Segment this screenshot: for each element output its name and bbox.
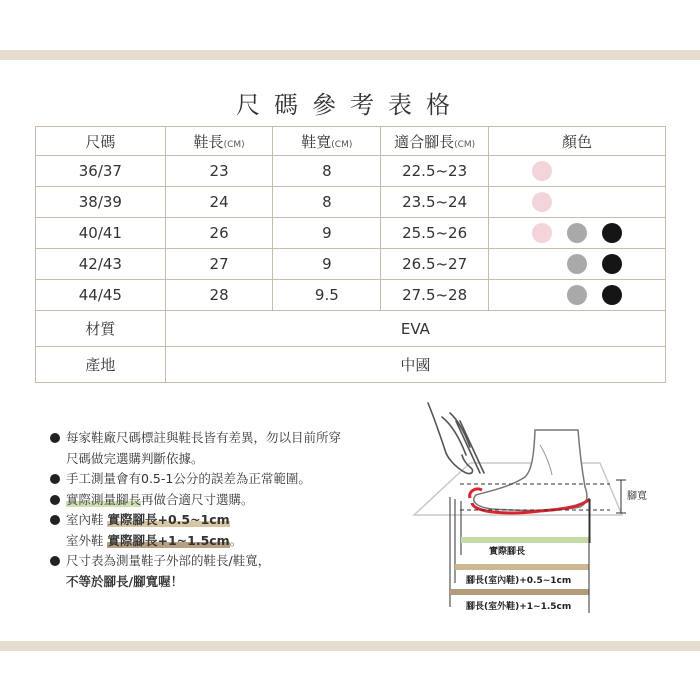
bullet-icon (50, 474, 60, 484)
origin-value: 中國 (165, 347, 665, 383)
bar-label-outdoor: 腳長(室外鞋)+1~1.5cm (466, 602, 572, 612)
note-item: 實際測量腳長再做合適尺寸選購。 (50, 490, 420, 511)
cell-colors (489, 280, 666, 311)
bar-actual-length (461, 537, 589, 543)
cell-size: 36/37 (36, 156, 166, 187)
bottom-band (0, 641, 700, 651)
black-swatch (602, 285, 622, 305)
header-length: 鞋長(CM) (165, 127, 273, 156)
bar-indoor-length (455, 564, 589, 570)
material-value: EVA (165, 311, 665, 347)
pink-swatch (532, 192, 552, 212)
bullet-icon (50, 515, 60, 525)
header-color: 顏色 (489, 127, 666, 156)
cell-width: 9 (273, 249, 381, 280)
cell-width: 8 (273, 187, 381, 218)
cell-length: 23 (165, 156, 273, 187)
cell-size: 38/39 (36, 187, 166, 218)
cell-foot: 22.5~23 (381, 156, 489, 187)
cell-length: 26 (165, 218, 273, 249)
note-item: 室外鞋 實際腳長+1~1.5cm。 (66, 532, 243, 548)
foot-icon (474, 430, 587, 510)
cell-width: 9 (273, 218, 381, 249)
cell-size: 44/45 (36, 280, 166, 311)
hand-icon (428, 403, 484, 474)
table-row (36, 249, 666, 280)
foot-measure-diagram (400, 395, 690, 630)
bullet-icon (50, 495, 60, 505)
header-foot-length: 適合腳長(CM) (381, 127, 489, 156)
bar-outdoor-length (450, 589, 589, 595)
bullet-icon (50, 433, 60, 443)
note-item: 尺寸表為測量鞋子外部的鞋長/鞋寬， 不等於腳長/腳寬喔！ (50, 551, 420, 592)
bar-label-actual: 實際腳長 (489, 547, 526, 557)
cell-foot: 26.5~27 (381, 249, 489, 280)
gray-swatch (567, 285, 587, 305)
cell-colors (489, 187, 666, 218)
note-item: 室內鞋 實際腳長+0.5~1cm (50, 510, 420, 531)
origin-label: 產地 (36, 347, 166, 383)
cell-foot: 23.5~24 (381, 187, 489, 218)
table-row (36, 187, 666, 218)
table-header-row (36, 127, 666, 156)
black-swatch (602, 254, 622, 274)
header-width: 鞋寬(CM) (273, 127, 381, 156)
cell-size: 42/43 (36, 249, 166, 280)
header-size: 尺碼 (36, 127, 166, 156)
table-row (36, 280, 666, 311)
table-row (36, 218, 666, 249)
cell-size: 40/41 (36, 218, 166, 249)
pink-swatch (532, 161, 552, 181)
material-row (36, 311, 666, 347)
cell-length: 28 (165, 280, 273, 311)
cell-colors (489, 249, 666, 280)
cell-foot: 25.5~26 (381, 218, 489, 249)
top-band (0, 50, 700, 60)
pink-swatch (532, 223, 552, 243)
gray-swatch (567, 254, 587, 274)
note-item: 手工測量會有0.5-1公分的誤差為正常範圍。 (50, 469, 420, 490)
material-label: 材質 (36, 311, 166, 347)
bar-label-indoor: 腳長(室內鞋)+0.5~1cm (466, 576, 572, 586)
black-swatch (602, 223, 622, 243)
width-label: 腳寬 (627, 491, 647, 502)
cell-foot: 27.5~28 (381, 280, 489, 311)
size-table (35, 126, 666, 383)
cell-colors (489, 156, 666, 187)
cell-colors (489, 218, 666, 249)
gray-swatch (567, 223, 587, 243)
page-title: 尺碼參考表格 (236, 91, 464, 119)
note-item: 每家鞋廠尺碼標註與鞋長皆有差異，勿以目前所穿 尺碼做完選購判斷依據。 (50, 428, 420, 469)
cell-length: 27 (165, 249, 273, 280)
origin-row (36, 347, 666, 383)
table-row (36, 156, 666, 187)
bullet-icon (50, 556, 60, 566)
notes-list (50, 428, 420, 592)
cell-width: 8 (273, 156, 381, 187)
cell-length: 24 (165, 187, 273, 218)
cell-width: 9.5 (273, 280, 381, 311)
